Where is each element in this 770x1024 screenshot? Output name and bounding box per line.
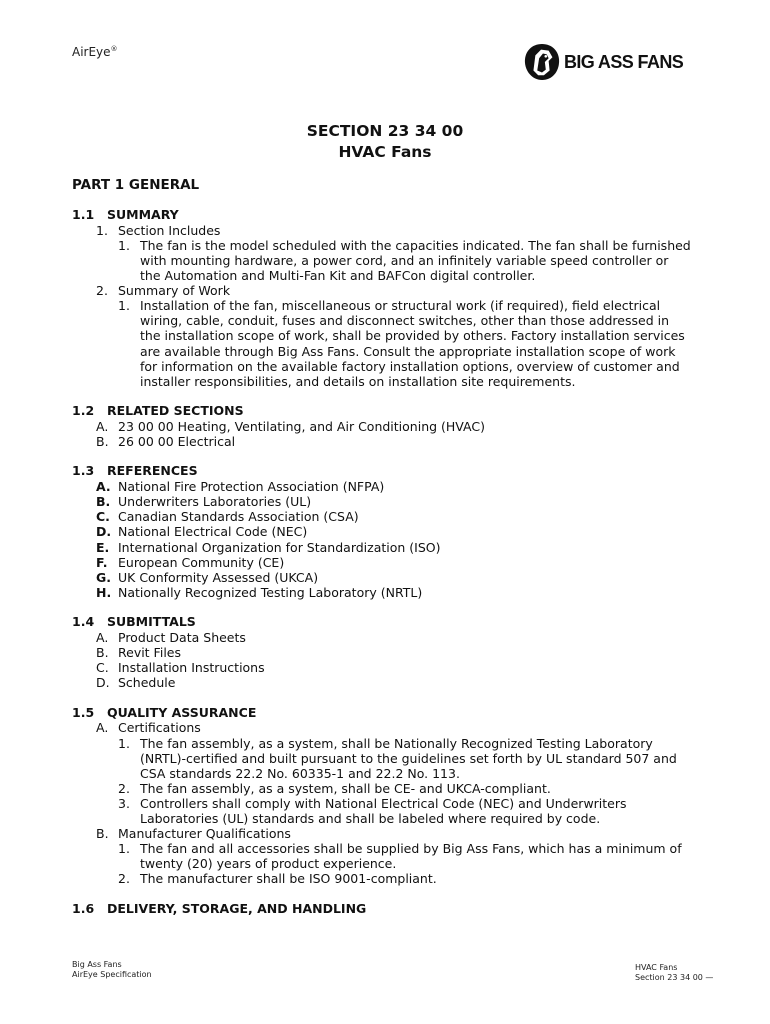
list-item: National Electrical Code (NEC) — [118, 524, 308, 539]
registered-mark: ® — [110, 45, 118, 53]
list-item: 23 00 00 Heating, Ventilating, and Air Conditioning (HVAC) — [118, 419, 485, 434]
list-marker: D. — [96, 675, 110, 690]
list-item: Canadian Standards Association (CSA) — [118, 509, 359, 524]
logo-wordmark: BIG ASS FANS — [564, 51, 684, 72]
list-marker: D. — [96, 524, 112, 539]
paragraph-line: The fan and all accessories shall be supplied by Big Ass Fans, which has a minimum of — [140, 841, 682, 856]
section-heading-references: 1.3 REFERENCES — [72, 463, 198, 478]
list-item: International Organization for Standardization (ISO) — [118, 540, 441, 555]
part-heading: PART 1 GENERAL — [72, 177, 200, 193]
list-marker: 1. — [96, 223, 108, 238]
paragraph-line: CSA standards 22.2 No. 60335-1 and 22.2 No. 113. — [140, 766, 460, 781]
list-marker: 1. — [118, 736, 130, 751]
paragraph-line: Installation of the fan, miscellaneous or structural work (if required), field electrical — [140, 298, 661, 313]
paragraph-line: for information on the available factory installation options, overview of customer and — [140, 359, 680, 374]
list-marker: A. — [96, 720, 109, 735]
list-item: Nationally Recognized Testing Laboratory (NRTL) — [118, 585, 423, 600]
list-marker: B. — [96, 494, 111, 509]
list-item: Product Data Sheets — [118, 630, 246, 645]
big-ass-fans-logo — [523, 40, 683, 84]
list-item: 26 00 00 Electrical — [118, 434, 236, 449]
footer-left — [72, 960, 152, 979]
list-marker: H. — [96, 585, 112, 600]
list-marker: B. — [96, 826, 109, 841]
paragraph-line: with mounting hardware, a power cord, and an infinitely variable speed controller or — [140, 253, 669, 268]
section-heading-quality-assurance: 1.5 QUALITY ASSURANCE — [72, 705, 257, 720]
paragraph-line: (NRTL)-certified and built pursuant to the guidelines set forth by UL standard 507 and — [140, 751, 677, 766]
footer-right — [635, 963, 713, 982]
footer-title: HVAC Fans — [635, 963, 678, 972]
list-marker: C. — [96, 509, 110, 524]
paragraph-line: wiring, cable, conduit, fuses and disconnect switches, other than those addressed in — [140, 313, 669, 328]
section-title: HVAC Fans — [338, 143, 432, 161]
list-item: Schedule — [118, 675, 176, 690]
list-marker: G. — [96, 570, 112, 585]
list-item: National Fire Protection Association (NFPA) — [118, 479, 385, 494]
paragraph-line: The fan assembly, as a system, shall be CE- and UKCA-compliant. — [140, 781, 551, 796]
list-marker: A. — [96, 419, 109, 434]
list-item: Revit Files — [118, 645, 181, 660]
paragraph-line: the installation scope of work, shall be provided by others. Factory installation services — [140, 328, 685, 343]
list-marker: 2. — [96, 283, 108, 298]
list-item: Underwriters Laboratories (UL) — [118, 494, 312, 509]
paragraph-line: the Automation and Multi-Fan Kit and BAFCon digital controller. — [140, 268, 536, 283]
section-heading-summary: 1.1 SUMMARY — [72, 207, 179, 222]
list-item-label: Certifications — [118, 720, 201, 735]
list-item-label: Manufacturer Qualifications — [118, 826, 291, 841]
list-item: European Community (CE) — [118, 555, 285, 570]
paragraph-line: twenty (20) years of product experience. — [140, 856, 397, 871]
paragraph-line: The fan is the model scheduled with the capacities indicated. The fan shall be furnished — [140, 238, 691, 253]
list-item-label: Section Includes — [118, 223, 221, 238]
list-marker: B. — [96, 645, 109, 660]
paragraph-line: The fan assembly, as a system, shall be Nationally Recognized Testing Laboratory — [140, 736, 653, 751]
paragraph-line: Laboratories (UL) standards and shall be labeled where required by code. — [140, 811, 601, 826]
footer-company: Big Ass Fans — [72, 960, 122, 969]
paragraph-line: The manufacturer shall be ISO 9001-compliant. — [140, 871, 437, 886]
list-marker: 2. — [118, 781, 130, 796]
section-heading-submittals: 1.4 SUBMITTALS — [72, 614, 196, 629]
paragraph-line: installer responsibilities, and details on installation site requirements. — [140, 374, 576, 389]
header-product-name: AirEye® — [72, 45, 118, 59]
horse-head-icon — [523, 42, 561, 82]
footer-section: Section 23 34 00 — — [635, 972, 714, 982]
list-marker: C. — [96, 660, 109, 675]
list-marker: 1. — [118, 298, 130, 313]
section-number: SECTION 23 34 00 — [306, 122, 464, 140]
list-marker: F. — [96, 555, 108, 570]
list-item-label: Summary of Work — [118, 283, 231, 298]
list-item: Installation Instructions — [118, 660, 265, 675]
section-heading-related: 1.2 RELATED SECTIONS — [72, 403, 244, 418]
list-marker: 2. — [118, 871, 130, 886]
list-marker: A. — [96, 630, 109, 645]
list-marker: 1. — [118, 238, 130, 253]
footer-doc-name: AirEye Specification — [72, 969, 152, 979]
section-heading-delivery: 1.6 DELIVERY, STORAGE, AND HANDLING — [72, 901, 367, 916]
list-marker: 1. — [118, 841, 130, 856]
paragraph-line: Controllers shall comply with National Electrical Code (NEC) and Underwriters — [140, 796, 627, 811]
list-item: UK Conformity Assessed (UKCA) — [118, 570, 319, 585]
list-marker: 3. — [118, 796, 130, 811]
list-marker: B. — [96, 434, 109, 449]
list-marker: E. — [96, 540, 110, 555]
list-marker: A. — [96, 479, 111, 494]
paragraph-line: are available through Big Ass Fans. Consult the appropriate installation scope of work — [140, 344, 676, 359]
